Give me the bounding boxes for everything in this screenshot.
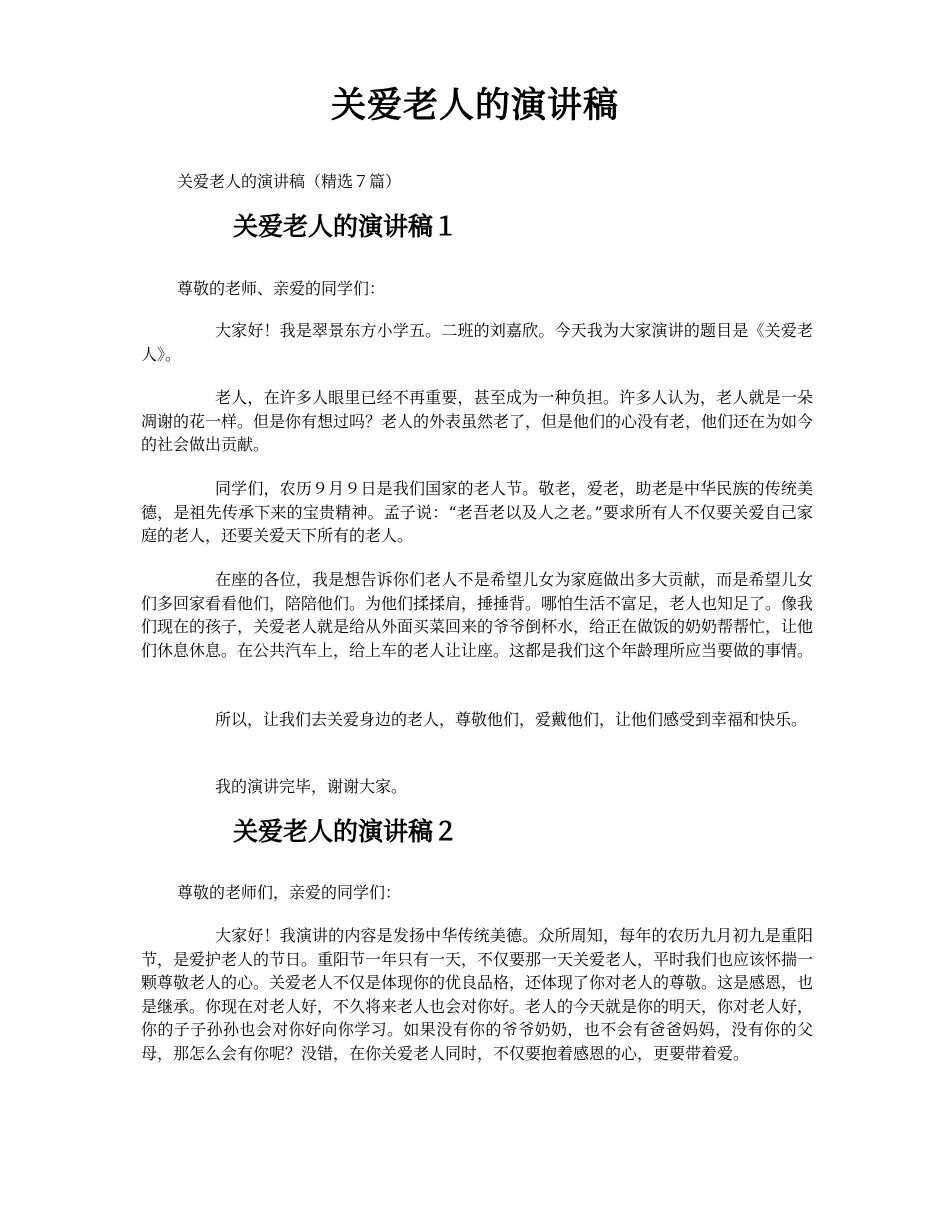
speech-1-salutation: 尊敬的老师、亲爱的同学们：	[177, 279, 386, 298]
speech-1-paragraph-3: 同学们，农历９月９日是我们国家的老人节。敬老，爱老，助老是中华民族的传统美德，是祖先传承下来的宝贵精神。孟子说：“老吾老以及人之老。”要求所有人不仅要关爱自己家庭的老人，还要关爱天下所有的老人。	[141, 479, 813, 545]
document-title: 关爱老人的演讲稿	[330, 85, 619, 126]
speech-1-paragraph-6: 我的演讲完毕，谢谢大家。	[215, 777, 408, 796]
speech-1-heading: 关爱老人的演讲稿１	[233, 212, 459, 241]
speech-2-heading: 关爱老人的演讲稿２	[233, 817, 459, 846]
speech-1-paragraph-2: 老人，在许多人眼里已经不再重要，甚至成为一种负担。许多人认为，老人就是一朵凋谢的花一样。但是你有想过吗？老人的外表虽然老了，但是他们的心没有老，他们还在为如今的社会做出贡献。	[141, 388, 814, 454]
speech-1-paragraph-4: 在座的各位，我是想告诉你们老人不是希望儿女为家庭做出多大贡献，而是希望儿女们多回家看看他们，陪陪他们。为他们揉揉肩，捶捶背。哪怕生活不富足，老人也知足了。像我们现在的孩子，关爱老人就是给从外面买菜回来的爷爷倒杯水，给正在做饭的奶奶帮帮忙，让他们休息休息。在公共汽车上，给上车的老人让让座。这都是我们这个年龄理所应当要做的事情。	[141, 570, 814, 660]
speech-1-paragraph-5: 所以，让我们去关爱身边的老人，尊敬他们，爱戴他们，让他们感受到幸福和快乐。	[215, 710, 808, 729]
document-subtitle: 关爱老人的演讲稿（精选７篇）	[177, 172, 402, 191]
speech-1-paragraph-1: 大家好！我是翠景东方小学五。二班的刘嘉欣。今天我为大家演讲的题目是《关爱老人》。	[141, 321, 813, 364]
speech-2-paragraph-1: 大家好！我演讲的内容是发扬中华传统美德。众所周知，每年的农历九月初九是重阳节，是爱护老人的节日。重阳节一年只有一天，不仅要那一天关爱老人，平时我们也应该怀揣一颗尊敬老人的心。关爱老人不仅是体现你的优良品格，还体现了你对老人的尊敬。这是感恩，也是继承。你现在对老人好，不久将来老人也会对你好。老人的今天就是你的明天，你对老人好，你的子子孙孙也会对你好向你学习。如果没有你的爷爷奶奶，也不会有爸爸妈妈，没有你的父母，那怎么会有你呢？没错，在你关爱老人同时，不仅要抱着感恩的心，更要带着爱。	[141, 926, 814, 1063]
speech-2-salutation: 尊敬的老师们，亲爱的同学们：	[177, 883, 402, 902]
